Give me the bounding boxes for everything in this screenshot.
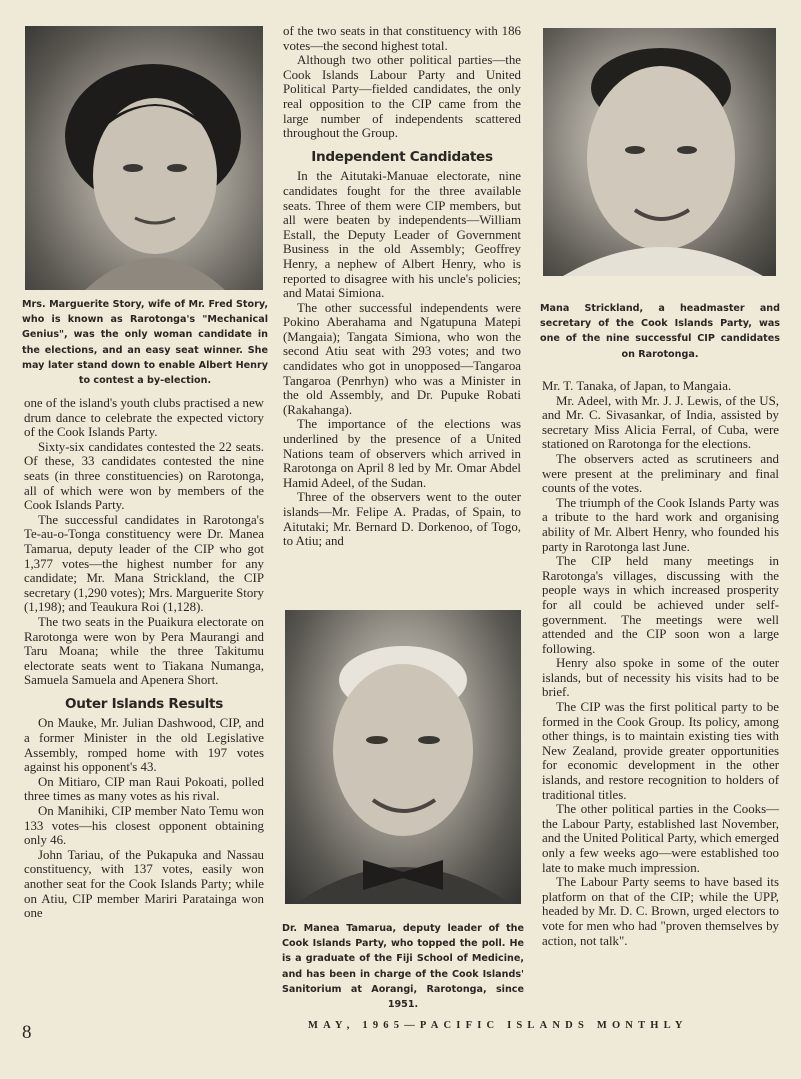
photo-mana-strickland: [543, 28, 776, 276]
paragraph: The successful candidates in Rarotonga's Te-au-o-Tonga constituency were Dr. Manea Tamarua, deputy leader of the CIP who got 1,377 votes—the highest number for any candidate; Mr. Mana Strickland, the CIP secretary (1,290 votes); Mrs. Marguerite Story (1,198); and Teaukura Roi (1,128).: [24, 512, 264, 615]
paragraph: Henry also spoke in some of the outer islands, but of necessity his visits had to be brief.: [542, 656, 779, 700]
paragraph: The other successful independents were Pokino Aberahama and Ngatupuna Matepi (Mangaia); Tangata Simiona, who won the second Atiu seat with 293 votes; and two candidates who got in unopposed—Tangaroa Tangaroa (Penrhyn) who was a Minister in the old Assembly, and Dr. Pupuke Robati (Rakahanga).: [283, 300, 521, 417]
column-1: [24, 396, 264, 921]
paragraph: one of the island's youth clubs practised a new drum dance to celebrate the expected victory of the Cook Islands Party.: [24, 396, 264, 440]
paragraph: The triumph of the Cook Islands Party was a tribute to the hard work and organising ability of Mr. Albert Henry, who founded his party in Rarotonga last June.: [542, 495, 779, 554]
column-2: [283, 24, 521, 549]
paragraph: Although two other political parties—the Cook Islands Labour Party and United Political Party—fielded candidates, the only real opposition to the CIP came from the large number of independents scattered throughout the Group.: [283, 53, 521, 141]
paragraph: The two seats in the Puaikura electorate on Rarotonga were won by Pera Maurangi and Taru Moana; while the three Takitumu electorate seats went to Tiakana Numanga, Samuela Samuela and Apenera Short.: [24, 614, 264, 688]
paragraph: of the two seats in that constituency with 186 votes—the second highest total.: [283, 24, 521, 53]
paragraph: On Mauke, Mr. Julian Dashwood, CIP, and a former Minister in the old Legislative Assembly, romped home with 197 votes against his opponent's 43.: [24, 716, 264, 775]
paragraph: The CIP held many meetings in Rarotonga's villages, discussing with the people ways in which increased prosperity for all could be achieved under self-government. The meetings were well attended and the CIP soon won a large following.: [542, 554, 779, 656]
photo-caption-tamarua: Dr. Manea Tamarua, deputy leader of the Cook Islands Party, who topped the poll. He is a graduate of the Fiji School of Medicine, and has been in charge of the Cook Islands' Sanitorium at Aorangi, Rarotonga, since 1951.: [282, 923, 524, 1011]
column-3: [542, 379, 779, 948]
paragraph: The observers acted as scrutineers and were present at the preliminary and final counts of the votes.: [542, 451, 779, 496]
paragraph: Sixty-six candidates contested the 22 seats. Of these, 33 candidates contested the nine seats (in three constituencies) on Rarotonga, all of which were won by members of the Cook Islands Party.: [24, 439, 264, 513]
photo-marguerite-story: [25, 26, 263, 290]
paragraph: The CIP was the first political party to be formed in the Cook Group. Its policy, among other things, is to maintain existing ties with New Zealand, provide greater opportunities for economic development in the other islands, and restore recognition to holders of traditional titles.: [542, 700, 779, 802]
page-number: 8: [22, 1022, 32, 1043]
paragraph: The Labour Party seems to have based its platform on that of the CIP; while the UPP, headed by Mr. D. C. Brown, urged electors to vote for men who had "proven themselves by action, not talk".: [542, 875, 779, 948]
photo-caption-story: Mrs. Marguerite Story, wife of Mr. Fred Story, who is known as Rarotonga's "Mechanical Genius", was the only woman candidate in the elections, and an easy seat winner. She may later stand down to enable Albert Henry to contest a by-election.: [22, 299, 268, 387]
paragraph: Mr. T. Tanaka, of Japan, to Mangaia.: [542, 379, 732, 393]
page-footer: [0, 1016, 801, 1046]
running-footer: MAY, 1965—PACIFIC ISLANDS MONTHLY: [308, 1020, 688, 1031]
paragraph: The importance of the elections was underlined by the presence of a United Nations team of observers which arrived in Rarotonga on April 8 led by Mr. Omar Abdel Hamid Adeel, of the Sudan.: [283, 417, 521, 490]
paragraph: On Mitiaro, CIP man Raui Pokoati, polled three times as many votes as his rival.: [24, 774, 264, 804]
section-heading: Outer Islands Results: [64, 695, 223, 712]
photo-manea-tamarua: [285, 610, 521, 904]
paragraph: In the Aitutaki-Manuae electorate, nine candidates fought for the three available seats. Three of them were CIP members, but all were beaten by independents—William Estall, the Deputy Leader of Government Business in the old Assembly; Geoffrey Henry, a nephew of Albert Henry, who is reported to disagree with his uncle's policies; and Matai Simiona.: [283, 169, 521, 301]
paragraph: On Manihiki, CIP member Nato Temu won 133 votes—his closest opponent obtaining only 46.: [24, 804, 264, 848]
paragraph: The other political parties in the Cooks—the Labour Party, established last November, and the United Political Party, which emerged only a few weeks ago—were established too late to make much impression.: [542, 802, 779, 875]
section-heading: Independent Candidates: [311, 148, 493, 165]
paragraph: Three of the observers went to the outer islands—Mr. Felipe A. Pradas, of Spain, to Aitutaki; Mr. Bernard D. Dorkenoo, of Togo, to Atiu; and: [283, 490, 521, 549]
photo-caption-strickland: Mana Strickland, a headmaster and secretary of the Cook Islands Party, was one of the nine successful CIP candidates on Rarotonga.: [540, 303, 780, 360]
paragraph: John Tariau, of the Pukapuka and Nassau constituency, with 137 votes, easily won another seat for the Cook Islands Party; while on Atiu, CIP member Mariri Paratainga won one: [24, 847, 264, 921]
paragraph: Mr. Adeel, with Mr. J. J. Lewis, of the US, and Mr. C. Sivasankar, of India, assisted by secretary Miss Alicia Ferral, of Cuba, were stationed on Rarotonga for the elections.: [542, 393, 779, 452]
